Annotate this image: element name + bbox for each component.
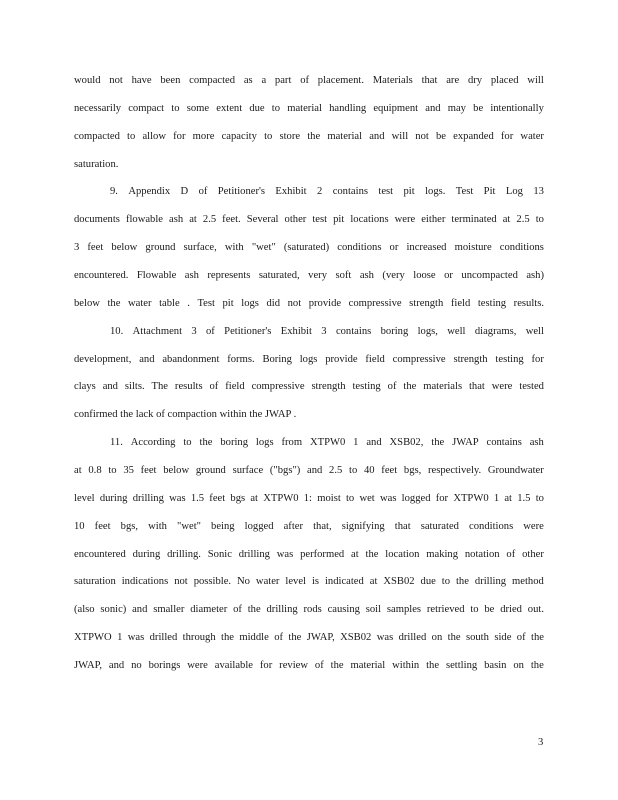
text-line: saturation.	[74, 159, 119, 170]
text-line: level during drilling was 1.5 feet bgs at XTPW0 1: moist to wet was logged for XTPW0 1 at 1.5 to	[74, 493, 544, 504]
text-line: encountered. Flowable ash represents saturated, very soft ash (very loose or uncompacted ash)	[74, 270, 544, 281]
text-line: compacted to allow for more capacity to store the material and will not be expanded for water	[74, 131, 544, 142]
text-line: 10 feet bgs, with "wet" being logged after that, signifying that saturated conditions were	[74, 521, 544, 532]
text-line: at 0.8 to 35 feet below ground surface ("bgs") and 2.5 to 40 feet bgs, respectively. Groundwater	[74, 465, 544, 476]
text-line: 10. Attachment 3 of Petitioner's Exhibit 3 contains boring logs, well diagrams, well	[110, 326, 544, 337]
text-line: 11. According to the boring logs from XTPW0 1 and XSB02, the JWAP contains ash	[110, 437, 544, 448]
text-line: necessarily compact to some extent due to material handling equipment and may be intentionally	[74, 103, 544, 114]
text-line: saturation indications not possible. No water level is indicated at XSB02 due to the drilling method	[74, 576, 544, 587]
text-line: confirmed the lack of compaction within the JWAP .	[74, 409, 297, 420]
text-line: 3 feet below ground surface, with "wet" (saturated) conditions or increased moisture conditions	[74, 242, 544, 253]
page-number: 3	[538, 737, 544, 748]
text-line: encountered during drilling. Sonic drilling was performed at the location making notation of other	[74, 549, 544, 560]
text-line: below the water table . Test pit logs did not provide compressive strength field testing results.	[74, 298, 544, 309]
text-line: development, and abandonment forms. Boring logs provide field compressive strength testing for	[74, 354, 544, 365]
text-line: (also sonic) and smaller diameter of the drilling rods causing soil samples retrieved to be dried out.	[74, 604, 544, 615]
text-line: JWAP, and no borings were available for review of the material within the settling basin on the	[74, 660, 544, 671]
text-line: clays and silts. The results of field compressive strength testing of the materials that were tested	[74, 381, 544, 392]
text-line: 9. Appendix D of Petitioner's Exhibit 2 contains test pit logs. Test Pit Log 13	[110, 186, 544, 197]
text-line: XTPWO 1 was drilled through the middle of the JWAP, XSB02 was drilled on the south side of the	[74, 632, 544, 643]
text-line: documents flowable ash at 2.5 feet. Several other test pit locations were either terminated at 2.5 to	[74, 214, 544, 225]
text-line: would not have been compacted as a part of placement. Materials that are dry placed will	[74, 75, 544, 86]
